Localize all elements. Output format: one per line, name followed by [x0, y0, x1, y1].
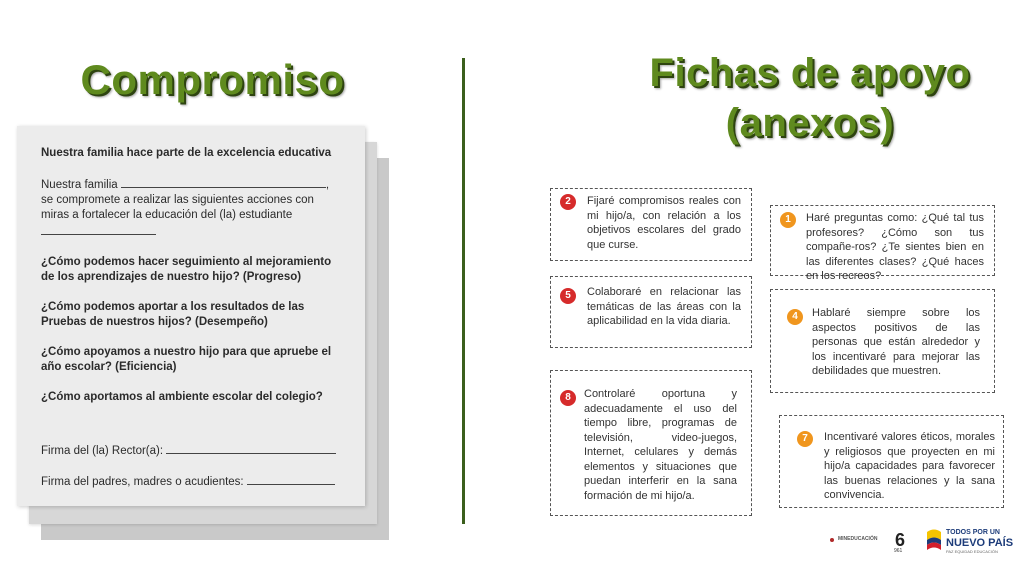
family-line [41, 176, 343, 193]
mineducacion-logo: MINEDUCACIÓN [838, 536, 878, 542]
card-number-badge: 7 [797, 431, 813, 447]
card-number-badge: 4 [787, 309, 803, 325]
card-8 [550, 370, 752, 516]
parents-signature-line [41, 473, 343, 490]
card-text: Fijaré compromisos reales con mi hijo/a, con relación a los objetivos escolares del grado que curse. [587, 195, 741, 251]
question-eficiencia: ¿Cómo apoyamos a nuestro hijo para que apruebe el año escolar? (Eficiencia) [41, 346, 332, 373]
rector-signature-label: Firma del (la) Rector(a): [41, 445, 164, 457]
commitment-line-1: se compromete a realizar las siguientes acciones con [41, 194, 314, 206]
card-1 [770, 205, 995, 282]
parents-signature-blank[interactable] [247, 473, 335, 485]
nuevo-pais-main: NUEVO PAÍS [946, 537, 1014, 549]
colombia-flag-icon [925, 528, 943, 554]
card-5 [550, 276, 752, 348]
card-number-badge: 8 [560, 390, 576, 406]
card-number-badge: 1 [780, 212, 796, 228]
nuevo-pais-tagline: PAZ EQUIDAD EDUCACIÓN [946, 549, 998, 554]
question-ambiente: ¿Cómo aportamos al ambiente escolar del colegio? [41, 391, 323, 403]
six-logo: 6 [895, 530, 906, 550]
card-text: Haré preguntas como: ¿Qué tal tus profesores? ¿Cómo son tus compañe-ros? ¿Te sientes bien en las diferentes clases? ¿Qué haces en los recreos? [806, 212, 984, 282]
mineducacion-seal-icon [830, 538, 834, 542]
card-7 [779, 415, 1004, 508]
six-logo-caption: 961 [894, 548, 903, 554]
nuevo-pais-top: TODOS POR UN [946, 529, 1000, 536]
form-heading: Nuestra familia hace parte de la excelencia educativa [41, 147, 332, 159]
card-number-badge: 2 [560, 194, 576, 210]
parents-signature-label: Firma del padres, madres o acudientes: [41, 476, 244, 488]
rector-signature-blank[interactable] [166, 442, 336, 454]
compromiso-title: Compromiso [80, 56, 345, 103]
fichas-de-apoyo-title [620, 48, 1000, 148]
card-text: Colaboraré en relacionar las temáticas de las áreas con la aplicabilidad en la vida diaria. [587, 286, 741, 327]
vertical-divider [462, 58, 465, 524]
question-desempeno: ¿Cómo podemos aportar a los resultados de las Pruebas de nuestros hijos? (Desempeño) [41, 301, 305, 328]
card-number-badge: 5 [560, 288, 576, 304]
fichas-title-line1: Fichas de apoyo [649, 51, 971, 95]
card-text: Hablaré siempre sobre los aspectos positivos de las personas que están alrededor y los incentivaré para mejorar las debilidades que muestren. [812, 307, 980, 377]
nuevo-pais-logo [946, 529, 1013, 555]
card-text: Controlaré oportuna y adecuadamente el uso del tiempo libre, programas de televisión, video-juegos, Internet, celulares y demás elementos y situaciones que puedan interferir en la sana formación de mi hijo/a. [584, 388, 737, 502]
compromiso-form [17, 126, 365, 506]
family-comma: , [325, 179, 330, 191]
card-2 [550, 188, 752, 261]
fichas-title-line2: (anexos) [725, 101, 895, 145]
card-4 [770, 289, 995, 393]
student-blank[interactable] [41, 223, 156, 235]
question-progreso: ¿Cómo podemos hacer seguimiento al mejoramiento de los aprendizajes de nuestro hijo? (Progreso) [41, 256, 332, 283]
commitment-line-2: miras a fortalecer la educación del (la) estudiante [41, 209, 293, 221]
family-blank[interactable] [121, 176, 326, 188]
family-label: Nuestra familia [41, 179, 118, 191]
card-text: Incentivaré valores éticos, morales y religiosos que proyecten en mi hijo/a capacidades para favorecer las buenas relaciones y la sana convivencia. [824, 431, 995, 501]
rector-signature-line [41, 442, 343, 459]
